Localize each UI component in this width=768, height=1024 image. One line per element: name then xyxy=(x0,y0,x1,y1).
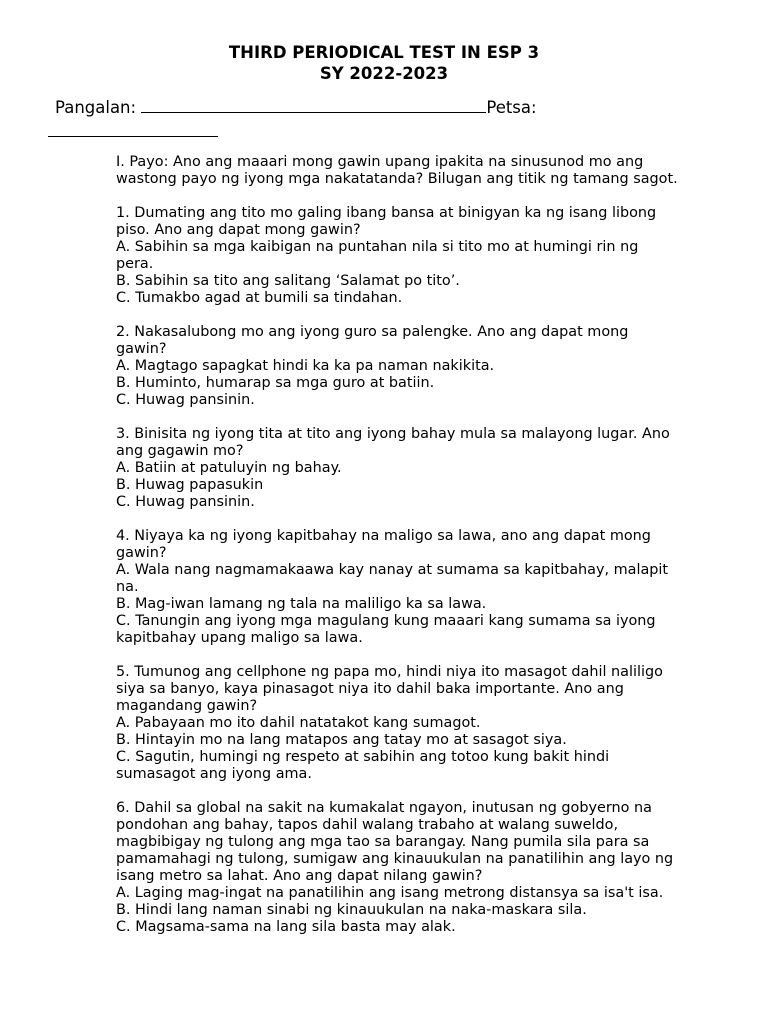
question-3 xyxy=(116,426,736,511)
paragraph-gap xyxy=(116,783,736,800)
question-2 xyxy=(116,324,736,409)
question-text-line: 5. Tumunog ang cellphone ng papa mo, hindi niya ito masagot dahil naliligo xyxy=(116,664,663,680)
choice-a-line[interactable]: A. Pabayaan mo ito dahil natatakot kang sumagot. xyxy=(116,715,481,731)
name-date-row xyxy=(55,97,537,119)
page-title: THIRD PERIODICAL TEST IN ESP 3 xyxy=(228,43,540,62)
question-text-line: isang metro sa lahat. Ano ang dapat nilang gawin? xyxy=(116,868,483,884)
question-1 xyxy=(116,205,736,307)
question-text-line: 1. Dumating ang tito mo galing ibang bansa at binigyan ka ng isang libong xyxy=(116,205,657,221)
paragraph-gap xyxy=(116,409,736,426)
question-4 xyxy=(116,528,736,647)
question-list xyxy=(116,188,736,936)
choice-c-line[interactable]: kapitbahay upang maligo sa lawa. xyxy=(116,630,363,646)
choice-a-line[interactable]: A. Wala nang nagmamakaawa kay nanay at sumama sa kapitbahay, malapit xyxy=(116,562,669,578)
question-6 xyxy=(116,800,736,936)
paragraph-gap xyxy=(116,511,736,528)
question-text-line: siya sa banyo, kaya pinasagot niya ito dahil baka importante. Ano ang xyxy=(116,681,624,697)
choice-c-line[interactable]: C. Huwag pansinin. xyxy=(116,392,255,408)
choice-c-line[interactable]: C. Tanungin ang iyong mga magulang kung maaari kang sumama sa iyong xyxy=(116,613,656,629)
choice-b-line[interactable]: B. Mag-iwan lamang ng tala na maliligo ka sa lawa. xyxy=(116,596,487,612)
choice-b-line[interactable]: B. Hindi lang naman sinabi ng kinauukulan na naka-maskara sila. xyxy=(116,902,587,918)
question-text-line: 4. Niyaya ka ng iyong kapitbahay na maligo sa lawa, ano ang dapat mong xyxy=(116,528,651,544)
choice-b-line[interactable]: B. Hintayin mo na lang matapos ang tatay mo at sasagot siya. xyxy=(116,732,567,748)
choice-c-line[interactable]: C. Sagutin, humingi ng respeto at sabihin ang totoo kung bakit hindi xyxy=(116,749,610,765)
test-body xyxy=(116,154,736,936)
question-text-line: 6. Dahil sa global na sakit na kumakalat ngayon, inutusan ng gobyerno na xyxy=(116,800,652,816)
question-text-line: magbibigay ng tulong ang mga tao sa barangay. Nang pumila sila para sa xyxy=(116,834,650,850)
instructions xyxy=(116,154,736,188)
name-label: Pangalan: xyxy=(55,98,137,117)
choice-a-line[interactable]: A. Sabihin sa mga kaibigan na puntahan nila si tito mo at humingi rin ng xyxy=(116,239,639,255)
choice-a-line[interactable]: A. Magtago sapagkat hindi ka ka pa naman nakikita. xyxy=(116,358,495,374)
choice-a-line[interactable]: na. xyxy=(116,579,139,595)
choice-b-line[interactable]: B. Huminto, humarap sa mga guro at batiin. xyxy=(116,375,435,391)
question-text-line: pamamahagi ng tulong, sumigaw ang kinauukulan na panatilihin ang layo ng xyxy=(116,851,674,867)
choice-c-line[interactable]: C. Magsama-sama na lang sila basta may alak. xyxy=(116,919,456,935)
choice-b-line[interactable]: B. Huwag papasukin xyxy=(116,477,264,493)
question-text-line: ang gagawin mo? xyxy=(116,443,244,459)
question-text-line: gawin? xyxy=(116,545,167,561)
choice-c-line[interactable]: C. Tumakbo agad at bumili sa tindahan. xyxy=(116,290,403,306)
question-text-line: 3. Binisita ng iyong tita at tito ang iyong bahay mula sa malayong lugar. Ano xyxy=(116,426,670,442)
paragraph-gap xyxy=(116,188,736,205)
question-text-line: gawin? xyxy=(116,341,167,357)
question-text-line: 2. Nakasalubong mo ang iyong guro sa palengke. Ano ang dapat mong xyxy=(116,324,629,340)
question-text-line: pondohan ang bahay, tapos dahil walang trabaho at walang suweldo, xyxy=(116,817,619,833)
choice-b-line[interactable]: B. Sabihin sa tito ang salitang ‘Salamat po tito’. xyxy=(116,273,460,289)
date-label: Petsa: xyxy=(486,98,537,117)
name-blank-line xyxy=(141,98,486,113)
question-5 xyxy=(116,664,736,783)
school-year: SY 2022-2023 xyxy=(319,64,449,83)
paragraph-gap xyxy=(116,647,736,664)
choice-a-line[interactable]: A. Laging mag-ingat na panatilihin ang isang metrong distansya sa isa't isa. xyxy=(116,885,664,901)
choice-c-line[interactable]: C. Huwag pansinin. xyxy=(116,494,255,510)
choice-c-line[interactable]: sumasagot ang iyong ama. xyxy=(116,766,312,782)
question-text-line: piso. Ano ang dapat mong gawin? xyxy=(116,222,361,238)
paragraph-gap xyxy=(116,307,736,324)
choice-a-line[interactable]: pera. xyxy=(116,256,154,272)
choice-a-line[interactable]: A. Batiin at patuluyin ng bahay. xyxy=(116,460,342,476)
instruction-line: I. Payo: Ano ang maaari mong gawin upang ipakita na sinusunod mo ang xyxy=(116,154,644,170)
date-blank-line xyxy=(48,122,218,137)
question-text-line: magandang gawin? xyxy=(116,698,258,714)
instruction-line: wastong payo ng iyong mga nakatatanda? Bilugan ang titik ng tamang sagot. xyxy=(116,171,678,187)
